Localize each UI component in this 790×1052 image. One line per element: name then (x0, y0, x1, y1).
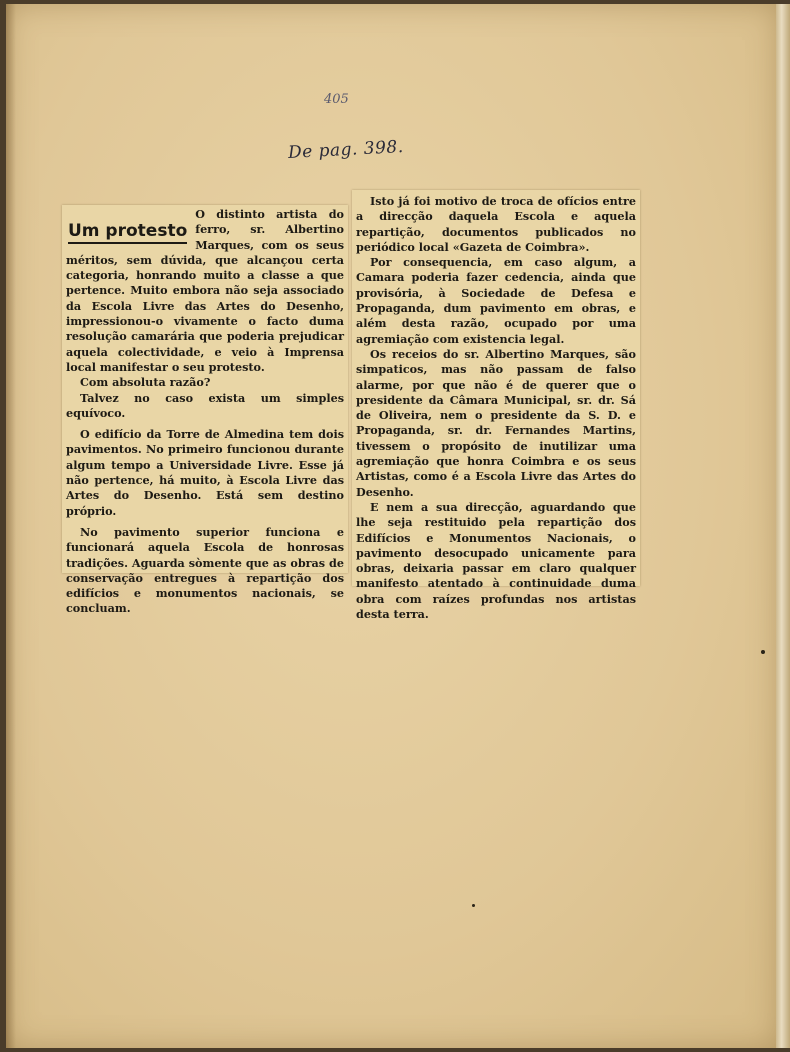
left-paragraph-1: O distinto artista do ferro, sr. Albertino Marques, com os seus méritos, sem dúvida, que alcançou certa categoria, honrando muito a classe a que pertence. Muito embora não seja associado da Escola Livre das Artes do Desenho, impressionou-o vivamente o facto duma resolução camarária que poderia prejudicar aquela colectividade, e veio à Imprensa local manifestar o seu protesto. (66, 207, 344, 374)
handwritten-note: De pag. 398. (287, 136, 405, 164)
left-paragraph-3: Talvez no caso exista um simples equívoco. (66, 390, 344, 420)
left-paragraph-4: O edifício da Torre de Almedina tem dois pavimentos. No primeiro funcionou durante algum tempo a Universidade Livre. Esse já não pertence, há muito, à Escola Livre das Artes do Desenho. Está sem destino próprio. (66, 427, 344, 518)
paper-speck (761, 650, 765, 654)
binding-shadow (6, 4, 16, 1048)
page-edge (776, 4, 790, 1048)
right-paragraph-3: Os receios do sr. Albertino Marques, são simpaticos, mas não passam de falso alarme, por que não é de querer que o presidente da Câmara Municipal, sr. dr. Sá de Oliveira, nem o presidente da S. D. e Propaganda, sr. dr. Fernandes Martins, tivessem o propósito de inutilizar uma agremiação que honra Coimbra e os seus Artistas, como é a Escola Livre das Artes do Desenho. (356, 346, 636, 499)
right-paragraph-4: E nem a sua direcção, aguardando que lhe seja restituido pela repartição dos Edifícios e Monumentos Nacionais, o pavimento desocupado unicamente para obras, deixaria passar em claro qualquer manifesto atentado à continuidade duma obra com raízes profundas nos artistas desta terra. (356, 499, 636, 622)
right-paragraph-2: Por consequencia, em caso algum, a Camara poderia fazer cedencia, ainda que provisória, à Sociedade de Defesa e Propaganda, dum pavimento em obras, e além desta razão, ocupado por uma agremiação com existencia legal. (356, 255, 636, 346)
newspaper-clipping-left (62, 205, 348, 616)
article-headline: Um protesto (68, 221, 187, 244)
left-paragraph-5: No pavimento superior funciona e funcionará aquela Escola de honrosas tradições. Aguarda sòmente que as obras de conservação entregues à repartição dos edifícios e monumentos nacionais, se concluam. (66, 524, 344, 616)
left-paragraph-2: Com absoluta razão? (80, 375, 211, 390)
page-number: 405 (324, 92, 349, 107)
paper-speck (472, 904, 475, 907)
right-paragraph-1: Isto já foi motivo de troca de ofícios entre a direcção daquela Escola e aquela repartição, documentos publicados no periódico local «Gazeta de Coimbra». (356, 194, 636, 254)
newspaper-clipping-right (352, 190, 640, 622)
